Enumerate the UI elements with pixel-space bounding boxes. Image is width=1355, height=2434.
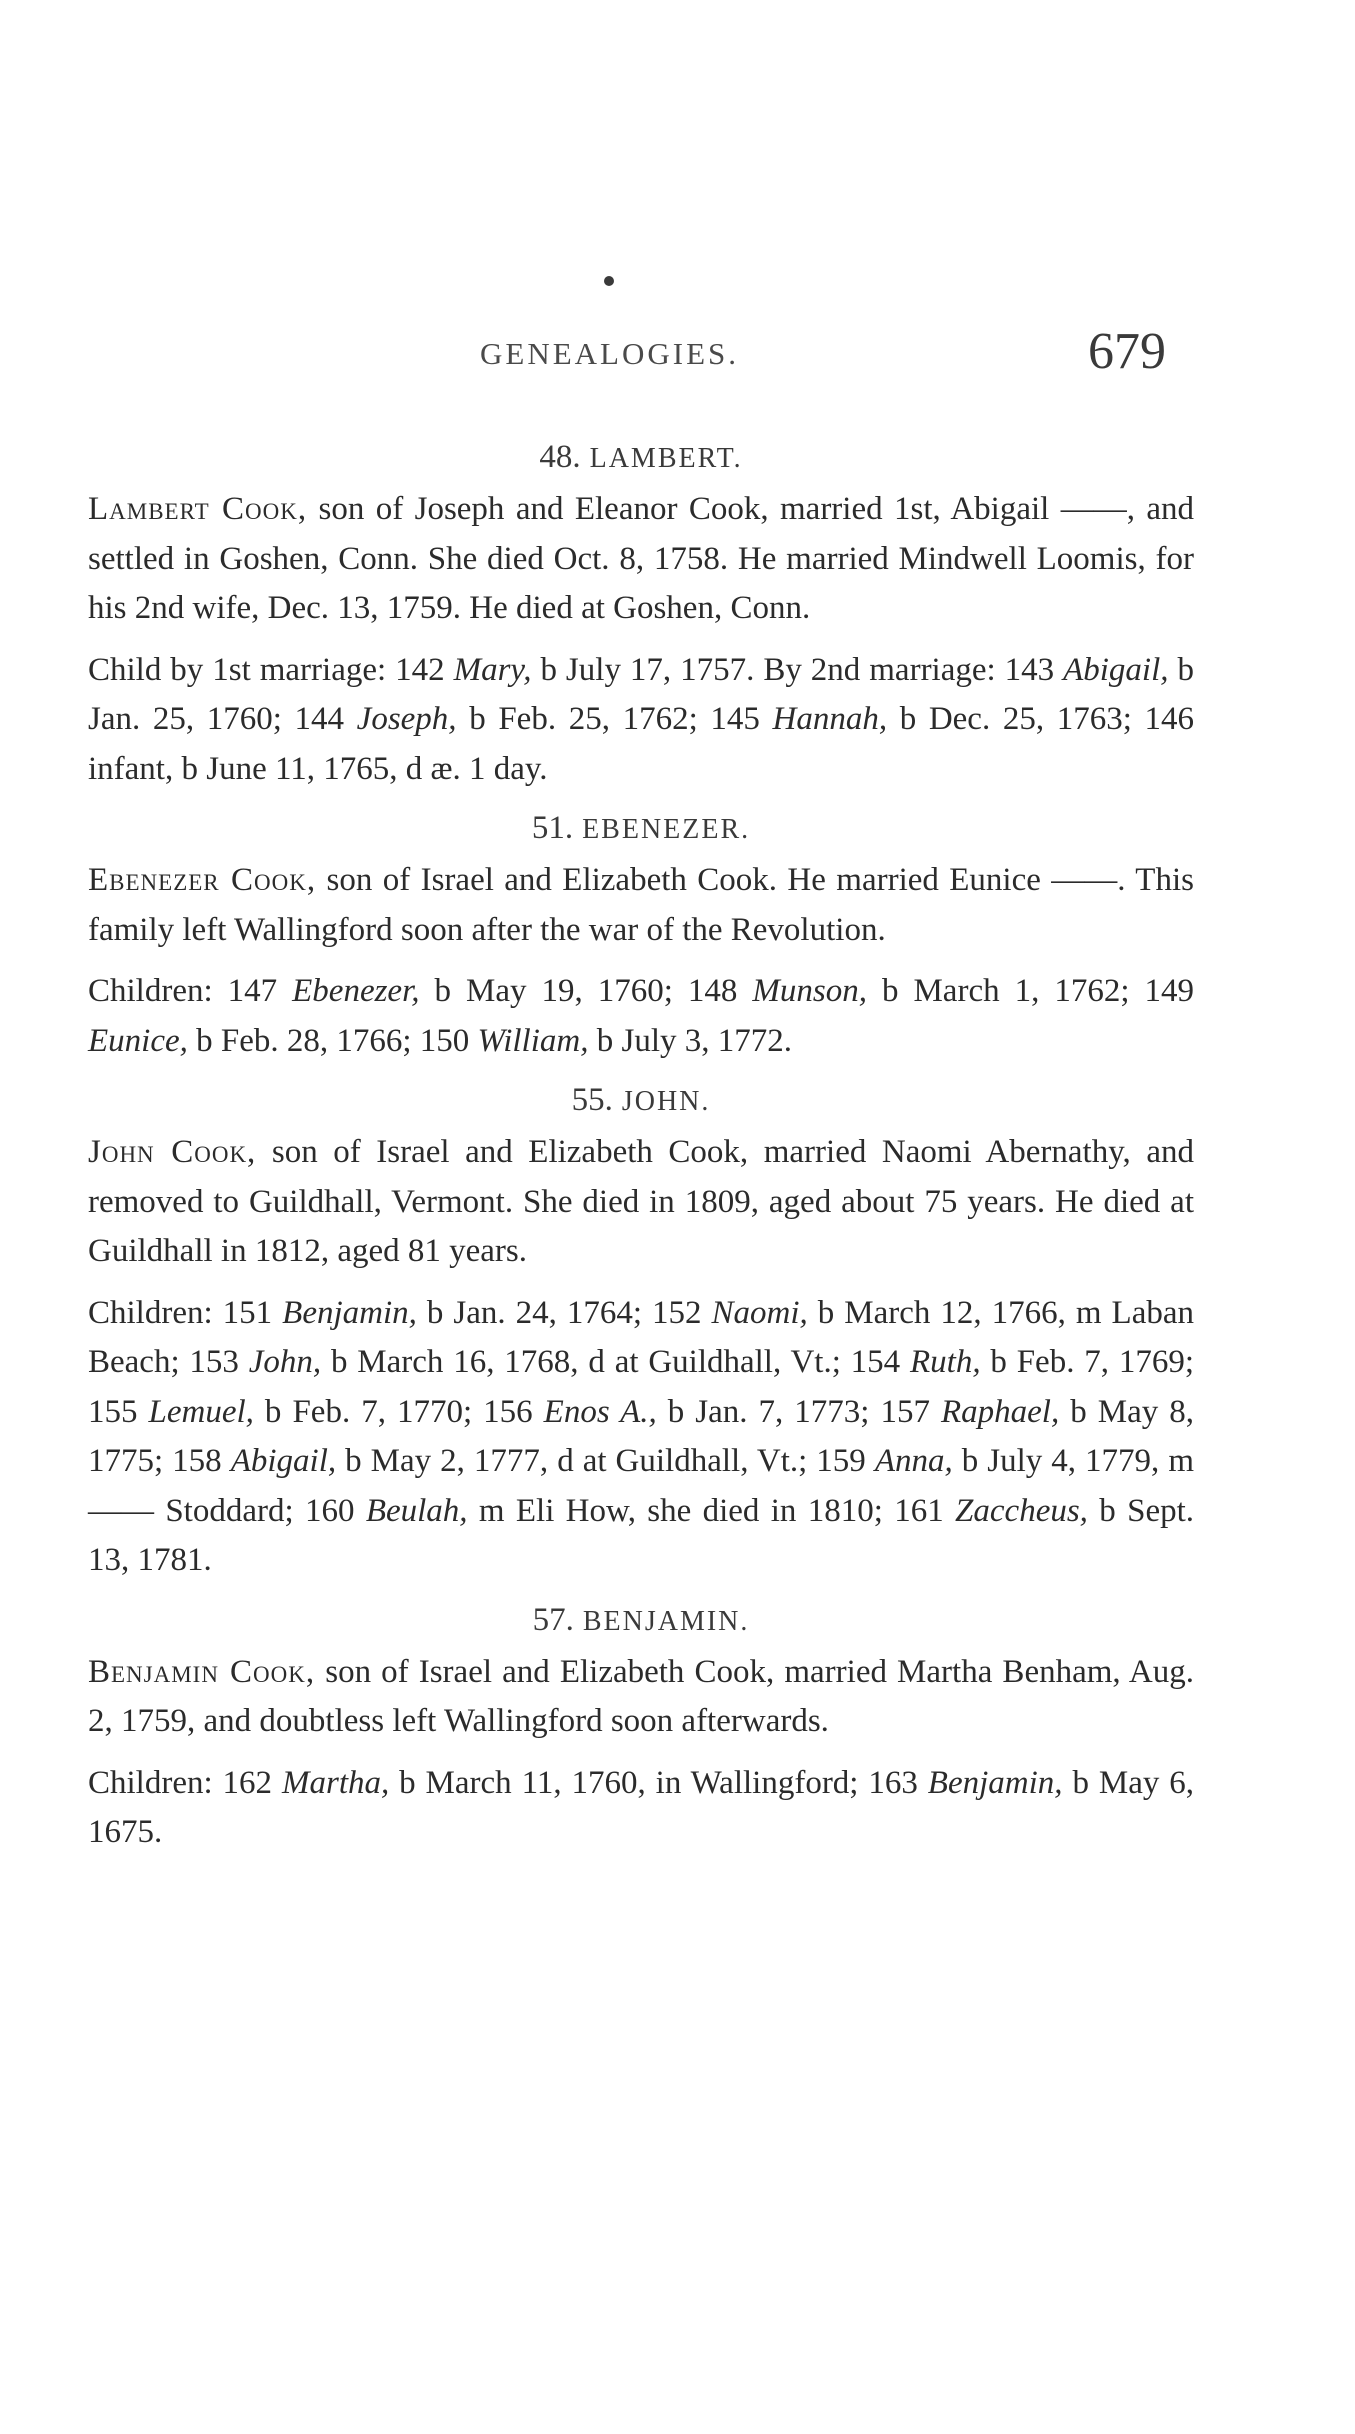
biography-text: son of Israel and Elizabeth Cook. He married Eunice ——. This family left Wallingford soon after the war of the Revolution.	[88, 862, 1194, 948]
section-title: EBENEZER.	[582, 814, 751, 845]
text-run: b Feb. 7, 1770; 156	[253, 1393, 544, 1430]
section-number: 55.	[571, 1082, 613, 1118]
children-paragraph	[88, 646, 1194, 795]
biography-paragraph	[88, 1128, 1194, 1277]
biography-paragraph	[88, 485, 1194, 634]
child-name: Martha,	[281, 1764, 390, 1801]
children-paragraph	[88, 1759, 1194, 1858]
text-run: b Jan. 7, 1773; 157	[656, 1393, 941, 1430]
text-run: b Dec. 25, 1763; 146 infant, b June 11, 1765, d æ. 1 day.	[88, 701, 1194, 787]
text-run: b July 4, 1779, m —— Stoddard; 160	[88, 1443, 1194, 1529]
section-heading	[88, 435, 1194, 481]
text-run: b Feb. 7, 1769; 155	[88, 1344, 1195, 1430]
text-run: m Eli How, she died in 1810; 161	[467, 1492, 956, 1529]
text-run: Children: 151	[88, 1294, 283, 1331]
child-name: Joseph,	[356, 701, 457, 737]
text-run: b March 1, 1762; 149	[866, 973, 1194, 1009]
text-run: b May 2, 1777, d at Guildhall, Vt.; 159	[336, 1443, 875, 1479]
text-run: b Sept. 13, 1781.	[88, 1492, 1195, 1578]
page-header	[0, 322, 1355, 386]
child-name: Naomi,	[711, 1294, 808, 1331]
text-run: b May 19, 1760; 148	[419, 973, 753, 1009]
text-run: Children: 147	[88, 973, 293, 1009]
child-name: Eunice,	[88, 1022, 188, 1059]
text-run: b May 6, 1675.	[88, 1764, 1195, 1850]
text-run: b March 12, 1766, m Laban Beach; 153	[88, 1294, 1194, 1380]
child-name: Abigail,	[230, 1443, 337, 1479]
section-number: 48.	[539, 439, 581, 475]
biography-paragraph	[88, 856, 1194, 955]
section-heading	[88, 1598, 1194, 1644]
child-name: Ruth,	[910, 1344, 981, 1380]
section-title: LAMBERT.	[589, 443, 743, 474]
child-name: Ebenezer,	[292, 973, 420, 1009]
biography-text: son of Joseph and Eleanor Cook, married 1st, Abigail ——, and settled in Goshen, Conn. She died Oct. 8, 1758. He married Mindwell Loomis, for his 2nd wife, Dec. 13, 1759. He died at Goshen, Conn.	[88, 491, 1194, 626]
children-paragraph	[88, 1289, 1194, 1586]
text-run: b March 16, 1768, d at Guildhall, Vt.; 154	[321, 1344, 910, 1380]
section-heading	[88, 806, 1194, 852]
child-name: Hannah,	[772, 701, 888, 737]
child-name: Abigail,	[1063, 651, 1169, 688]
child-name: Benjamin,	[282, 1294, 417, 1331]
page-body	[88, 425, 1194, 1870]
child-name: Beulah,	[365, 1492, 468, 1529]
page-number: 679	[1088, 323, 1166, 380]
person-name: Lambert Cook,	[88, 491, 308, 527]
section-title: BENJAMIN.	[582, 1605, 750, 1637]
child-name: Anna,	[874, 1443, 953, 1479]
text-run: b July 17, 1757. By 2nd marriage: 143	[531, 651, 1064, 688]
person-name: John Cook,	[88, 1134, 257, 1170]
text-run: b Jan. 24, 1764; 152	[416, 1294, 712, 1331]
biography-paragraph	[88, 1648, 1194, 1747]
section-title: JOHN.	[621, 1086, 711, 1117]
biography-text: son of Israel and Elizabeth Cook, married Naomi Abernathy, and removed to Guildhall, Vermont. She died in 1809, aged about 75 years. He died at Guildhall in 1812, aged 81 years.	[88, 1134, 1194, 1269]
text-run: b July 3, 1772.	[588, 1022, 792, 1059]
text-run: b May 8, 1775; 158	[88, 1393, 1194, 1479]
text-run: b Jan. 25, 1760; 144	[88, 651, 1194, 737]
child-name: Zaccheus,	[955, 1492, 1088, 1529]
section-heading	[88, 1078, 1194, 1124]
text-run: Children: 162	[88, 1764, 282, 1801]
child-name: Munson,	[752, 973, 867, 1009]
child-name: Enos A.,	[543, 1393, 657, 1430]
section-number: 51.	[531, 810, 574, 846]
child-name: Lemuel,	[148, 1393, 254, 1430]
person-name: Benjamin Cook,	[88, 1653, 316, 1690]
child-name: William,	[477, 1022, 589, 1059]
biography-text: son of Israel and Elizabeth Cook, married Martha Benham, Aug. 2, 1759, and doubtless left Wallingford soon afterwards.	[88, 1653, 1195, 1739]
child-name: Benjamin,	[927, 1764, 1063, 1801]
text-run: Child by 1st marriage: 142	[88, 651, 454, 688]
children-paragraph	[88, 967, 1194, 1066]
text-run: b Feb. 28, 1766; 150	[187, 1022, 478, 1059]
text-run: b March 11, 1760, in Wallingford; 163	[389, 1764, 928, 1801]
printer-mark	[604, 276, 614, 286]
section-number: 57.	[532, 1601, 574, 1638]
running-head: GENEALOGIES.	[480, 336, 739, 371]
child-name: John,	[248, 1344, 322, 1380]
person-name: Ebenezer Cook,	[88, 862, 317, 898]
child-name: Raphael,	[940, 1393, 1060, 1430]
text-run: b Feb. 25, 1762; 145	[456, 701, 773, 737]
child-name: Mary,	[453, 651, 532, 688]
